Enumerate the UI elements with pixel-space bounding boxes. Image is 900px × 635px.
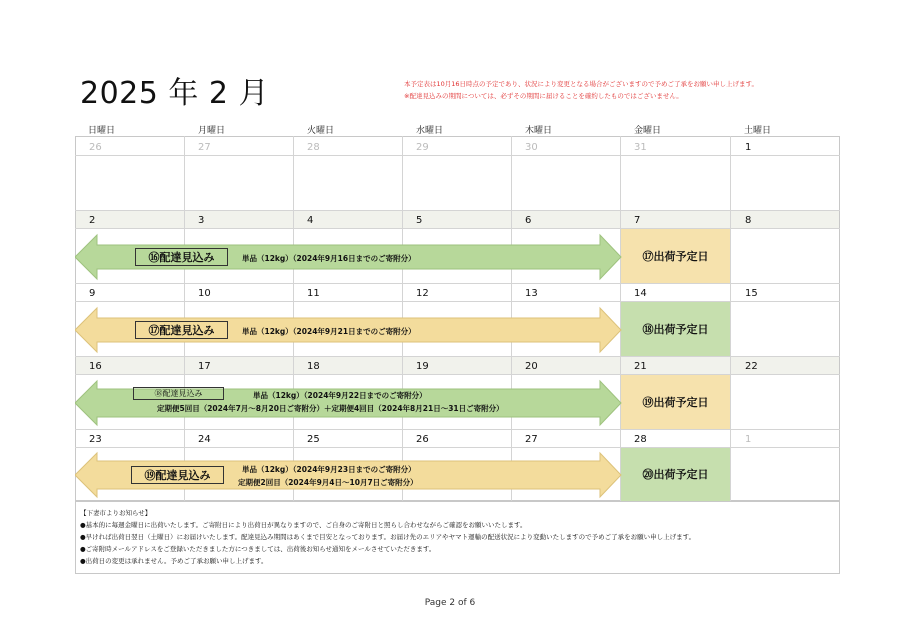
delivery-detail: 単品（12kg）（2024年9月16日までのご寄附分） [242, 254, 416, 263]
delivery-label: ⑰配達見込み [135, 321, 228, 339]
shipment-label: ⑰出荷予定日 [642, 249, 709, 263]
grid-line [75, 155, 840, 156]
date-number: 14 [634, 288, 647, 299]
grid-line [75, 210, 840, 211]
grid-line [75, 429, 840, 430]
date-number: 15 [745, 288, 758, 299]
grid-line [75, 356, 840, 357]
date-number: 28 [307, 142, 320, 153]
date-number: 19 [416, 361, 429, 372]
weekday-sat: 土曜日 [744, 126, 772, 136]
weekday-fri: 金曜日 [634, 126, 662, 136]
date-number: 27 [198, 142, 211, 153]
weekday-wed: 水曜日 [416, 126, 444, 136]
date-number: 1 [745, 434, 752, 445]
date-number: 25 [307, 434, 320, 445]
weekday-thu: 木曜日 [525, 126, 553, 136]
delivery-label: ⑯配達見込み [135, 248, 228, 266]
shipment-label: ⑱出荷予定日 [642, 322, 709, 336]
date-number: 21 [634, 361, 647, 372]
weekday-tue: 火曜日 [307, 126, 335, 136]
date-number: 7 [634, 215, 641, 226]
notice-box [75, 501, 840, 574]
date-number: 6 [525, 215, 532, 226]
page-footer: Page 2 of 6 [424, 598, 476, 608]
date-number: 3 [198, 215, 205, 226]
date-number: 30 [525, 142, 538, 153]
notes [404, 78, 758, 102]
weekday-mon: 月曜日 [198, 126, 226, 136]
delivery-detail: 定期便5回目（2024年7月～8月20日ご寄附分）＋定期便4回目（2024年8月21日～31日ご寄附分） [157, 404, 504, 413]
date-number: 18 [307, 361, 320, 372]
date-number: 11 [307, 288, 320, 299]
date-band [76, 357, 839, 374]
date-number: 23 [89, 434, 102, 445]
delivery-detail: 単品（12kg）（2024年9月21日までのご寄附分） [242, 327, 416, 336]
delivery-detail: 単品（12kg）（2024年9月23日までのご寄附分） [242, 465, 416, 474]
date-band [76, 211, 839, 228]
grid-line [75, 283, 840, 284]
date-number: 26 [89, 142, 102, 153]
notice-title: 【下妻市よりお知らせ】 [80, 509, 152, 517]
note-line: ※配達見込みの期間については、必ずその期間に届けることを確約したものではございません。 [404, 92, 683, 100]
shipment-label: ⑲出荷予定日 [642, 395, 709, 409]
date-number: 1 [745, 142, 752, 153]
date-number: 27 [525, 434, 538, 445]
shipment-label: ⑳出荷予定日 [642, 468, 709, 481]
date-number: 20 [525, 361, 538, 372]
weekday-sun: 日曜日 [88, 126, 116, 136]
date-number: 8 [745, 215, 752, 226]
date-number: 5 [416, 215, 423, 226]
page-title: 2025 年 2 月 [80, 76, 270, 111]
date-number: 12 [416, 288, 429, 299]
date-number: 10 [198, 288, 211, 299]
notice-item: ●出荷日の変更は承れません。予めご了承お願い申し上げます。 [80, 557, 268, 565]
grid-line [730, 136, 731, 501]
date-number: 31 [634, 142, 647, 153]
delivery-detail: 定期便2回目（2024年9月4日～10月7日ご寄附分） [238, 478, 418, 487]
delivery-detail: 単品（12kg）（2024年9月22日までのご寄附分） [253, 391, 427, 400]
notice-item: ●基本的に毎週金曜日に出荷いたします。ご寄附日により出荷日が異なりますので、ご自身のご寄附日と照らし合わせながらご確認をお願いいたします。 [80, 521, 527, 529]
date-number: 28 [634, 434, 647, 445]
date-number: 2 [89, 215, 96, 226]
date-number: 9 [89, 288, 96, 299]
note-line: 本予定表は10月16日時点の予定であり、状況により変更となる場合がございますので予めご了承をお願い申し上げます。 [404, 80, 759, 88]
date-number: 4 [307, 215, 314, 226]
delivery-label: ⑲配達見込み [131, 466, 224, 484]
date-number: 22 [745, 361, 758, 372]
date-number: 13 [525, 288, 538, 299]
date-number: 17 [198, 361, 211, 372]
date-number: 29 [416, 142, 429, 153]
notice-item: ●ご寄附時メールアドレスをご登録いただきました方につきましては、出荷後お知らせ通知をメールさせていただきます。 [80, 545, 436, 553]
notice-item: ●早ければ出荷日翌日（土曜日）にお届けいたします。配達見込み期間はあくまで目安となっております。お届け先のエリアやヤマト運輸の配送状況により変動いたしますので予めご了承をお願い申し上げます。 [80, 533, 696, 541]
date-number: 16 [89, 361, 102, 372]
delivery-label: ⑱配達見込み [133, 387, 224, 400]
date-number: 26 [416, 434, 429, 445]
date-number: 24 [198, 434, 211, 445]
